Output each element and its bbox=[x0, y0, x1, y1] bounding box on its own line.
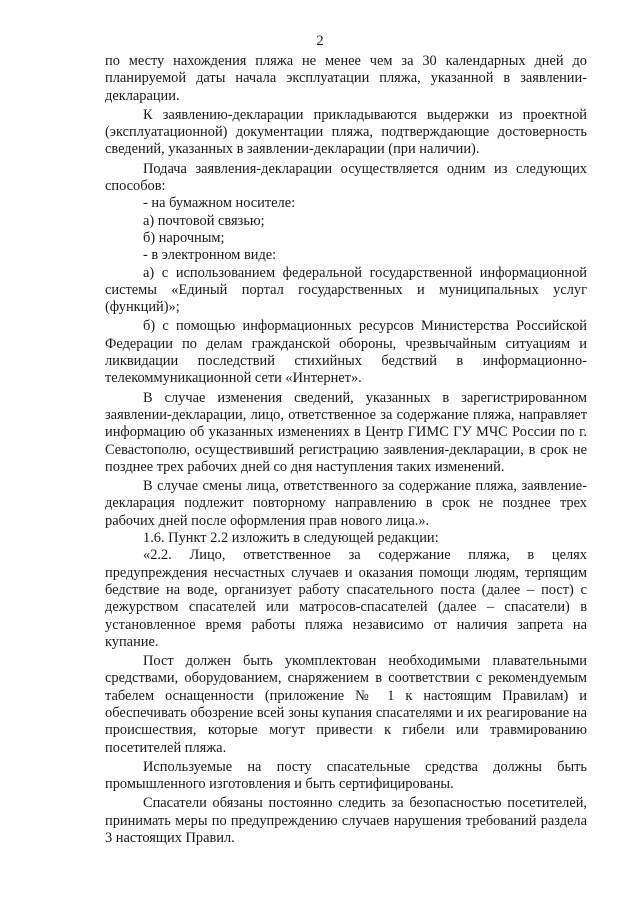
paragraph-clause-2-2: «2.2. Лицо, ответственное за содержание пляжа, в целях предупреждения несчастных случаев и оказания помощи людям, терпящим бедствие на воде, организует работу спасательного поста (далее – пост) с дежурством спасателей или матросов-спасателей (далее – спасатели) в установленное время работы пляжа независимо от наличия запрета на купание. bbox=[105, 547, 587, 650]
paragraph-change-of-person: В случае смены лица, ответственного за содержание пляжа, заявление-декларация подлежит повторному направлению в срок не позднее трех рабочих дней после оформления прав нового лица.». bbox=[105, 478, 587, 529]
list-item-mchs-resources: б) с помощью информационных ресурсов Министерства Российской Федерации по делам гражданской обороны, чрезвычайным ситуациям и ликвидации последствий стихийных бедствий в информационно-телекоммуникационной сети «Интернет». bbox=[105, 318, 587, 387]
list-item-gosuslugi: а) с использованием федеральной государственной информационной системы «Единый портал государственных и муниципальных услуг (функций)»; bbox=[105, 264, 587, 316]
paragraph-attachments: К заявлению-декларации прикладываются выдержки из проектной (эксплуатационной) документации пляжа, подтверждающие достоверность сведений, указанных в заявлении-декларации (при наличии). bbox=[105, 106, 587, 158]
paragraph-changes: В случае изменения сведений, указанных в зарегистрированном заявлении-декларации, лицо, ответственное за содержание пляжа, направляет информацию об указанных изменениях в Центр ГИМС ГУ МЧС России по г. Севастополю, осуществивший регистрацию заявления-декларации, в срок не позднее трех рабочих дней со дня наступления таких изменений. bbox=[105, 389, 587, 475]
paragraph-item-1-6: 1.6. Пункт 2.2 изложить в следующей редакции: bbox=[143, 530, 439, 547]
paragraph-submission-methods: Подача заявления-декларации осуществляется одним из следующих способов: bbox=[105, 160, 587, 195]
document-body bbox=[105, 53, 587, 847]
list-item-paper: - на бумажном носителе: bbox=[143, 195, 296, 212]
paragraph-continuation: по месту нахождения пляжа не менее чем за 30 календарных дней до планируемой даты начала эксплуатации пляжа, указанной в заявлении-декларации. bbox=[105, 53, 587, 104]
paragraph-rescue-equipment: Используемые на посту спасательные средства должны быть промышленного изготовления и быть сертифицированы. bbox=[105, 758, 587, 793]
list-item-courier: б) нарочным; bbox=[143, 229, 225, 246]
list-item-post: а) почтовой связью; bbox=[143, 212, 265, 229]
paragraph-rescuer-duties: Спасатели обязаны постоянно следить за безопасностью посетителей, принимать меры по предупреждению случаев нарушения требований раздела 3 настоящих Правил. bbox=[105, 795, 587, 847]
paragraph-post-equipment: Пост должен быть укомплектован необходимыми плавательными средствами, оборудованием, снаряжением в соответствии с рекомендуемым табелем оснащенности (приложение № 1 к настоящим Правилам) и обеспечивать обозрение всей зоны купания спасателями и их реагирование на происшествия, которые могут привести к гибели или травмированию посетителей пляжа. bbox=[105, 653, 587, 756]
list-item-electronic: - в электронном виде: bbox=[143, 247, 277, 264]
page-number: 2 bbox=[316, 33, 324, 49]
